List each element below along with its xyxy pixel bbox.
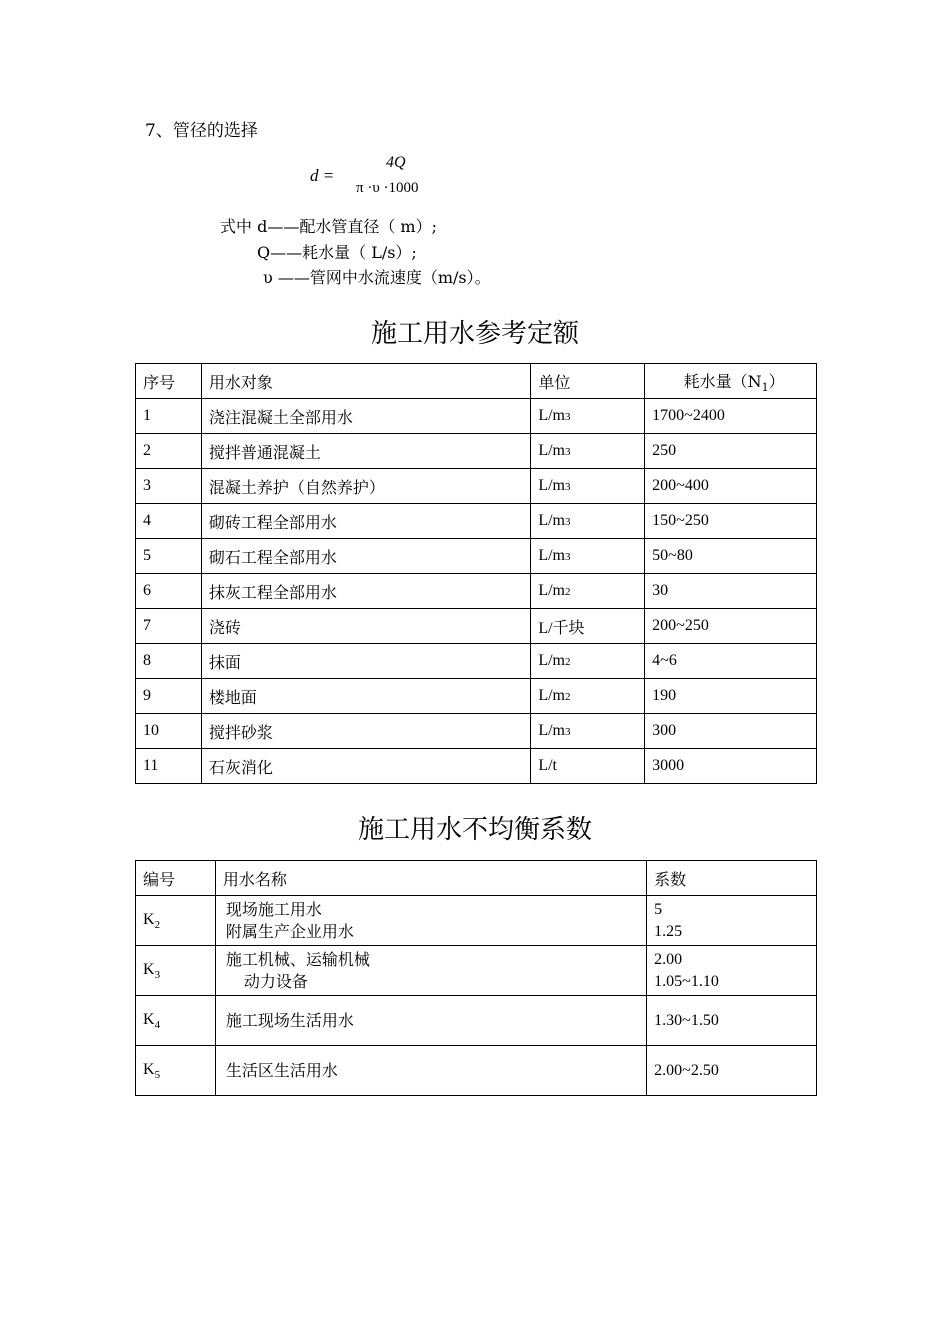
cell-unit: L/t: [531, 749, 645, 784]
cell-quota: 1700~2400: [645, 399, 817, 434]
table-header-row: [136, 861, 817, 896]
cell-unit: L/m3: [531, 399, 645, 434]
header-name: 用水名称: [215, 861, 646, 896]
cell-quota: 300: [645, 714, 817, 749]
table-row: [136, 996, 817, 1046]
table-row: [136, 679, 817, 714]
table-row: [136, 609, 817, 644]
cell-name: 施工现场生活用水: [215, 996, 646, 1046]
cell-coef: 1.30~1.50: [647, 996, 817, 1046]
cell-code: $K_3$: [136, 946, 216, 996]
header-no: 序号: [136, 364, 202, 399]
cell-unit: L/m3: [531, 469, 645, 504]
cell-no: 7: [136, 609, 202, 644]
cell-no: 11: [136, 749, 202, 784]
formula-lhs: d =: [310, 166, 335, 185]
table-row: [136, 539, 817, 574]
cell-object: 浇注混凝土全部用水: [201, 399, 530, 434]
cell-unit: L/m2: [531, 574, 645, 609]
definition-q: Q——耗水量（ L/s）;: [257, 243, 417, 262]
water-quota-table: [135, 363, 817, 784]
cell-quota: 3000: [645, 749, 817, 784]
formula-numerator: 4Q: [386, 154, 406, 171]
cell-unit: L/m3: [531, 714, 645, 749]
cell-no: 4: [136, 504, 202, 539]
section-title: 7、管径的选择: [145, 121, 258, 141]
table-row: [136, 714, 817, 749]
table-row: [136, 644, 817, 679]
cell-no: 8: [136, 644, 202, 679]
table-row: [136, 399, 817, 434]
header-quota: 耗水量$(N_1)$: [645, 364, 817, 399]
cell-unit: L/m3: [531, 539, 645, 574]
table-row: [136, 574, 817, 609]
cell-quota: 50~80: [645, 539, 817, 574]
cell-no: 10: [136, 714, 202, 749]
cell-name: 生活区生活用水: [215, 1046, 646, 1096]
cell-quota: 190: [645, 679, 817, 714]
cell-quota: 150~250: [645, 504, 817, 539]
cell-code: $K_5$: [136, 1046, 216, 1096]
cell-no: 9: [136, 679, 202, 714]
table-row: [136, 896, 817, 946]
pipe-diameter-formula: [308, 152, 448, 202]
table-row: [136, 469, 817, 504]
cell-no: 1: [136, 399, 202, 434]
table-row: [136, 946, 817, 996]
cell-code: $K_4$: [136, 996, 216, 1046]
table-header-row: [136, 364, 817, 399]
header-coef: 系数: [647, 861, 817, 896]
water-coefficient-table: [135, 860, 817, 1096]
header-code: 编号: [136, 861, 216, 896]
table1-title: 施工用水参考定额: [370, 319, 579, 349]
cell-no: 6: [136, 574, 202, 609]
table-row: [136, 1046, 817, 1096]
cell-object: 砌石工程全部用水: [201, 539, 530, 574]
cell-coef: 5 1.25: [647, 896, 817, 946]
cell-object: 抹面: [201, 644, 530, 679]
cell-unit: L/m3: [531, 434, 645, 469]
cell-quota: 200~250: [645, 609, 817, 644]
cell-quota: 250: [645, 434, 817, 469]
cell-object: 石灰消化: [201, 749, 530, 784]
cell-unit: L/m2: [531, 644, 645, 679]
table-row: [136, 504, 817, 539]
table2-title: 施工用水不均衡系数: [357, 815, 592, 845]
cell-unit: L/m3: [531, 504, 645, 539]
definition-d: 式中 d——配水管直径（ m）;: [220, 217, 437, 236]
cell-object: 搅拌砂浆: [201, 714, 530, 749]
cell-object: 砌砖工程全部用水: [201, 504, 530, 539]
cell-object: 混凝土养护（自然养护）: [201, 469, 530, 504]
table-row: [136, 749, 817, 784]
cell-object: 抹灰工程全部用水: [201, 574, 530, 609]
cell-code: $K_2$: [136, 896, 216, 946]
cell-unit: L/m2: [531, 679, 645, 714]
cell-object: 楼地面: [201, 679, 530, 714]
cell-coef: 2.00 1.05~1.10: [647, 946, 817, 996]
cell-object: 搅拌普通混凝土: [201, 434, 530, 469]
header-unit: 单位: [531, 364, 645, 399]
cell-name: 施工机械、运输机械 动力设备: [215, 946, 646, 996]
cell-unit: L/千块: [531, 609, 645, 644]
definition-v: υ ——管网中水流速度（m/s）。: [263, 268, 491, 287]
cell-quota: 30: [645, 574, 817, 609]
table-row: [136, 434, 817, 469]
cell-no: 2: [136, 434, 202, 469]
cell-quota: 4~6: [645, 644, 817, 679]
cell-quota: 200~400: [645, 469, 817, 504]
cell-name: 现场施工用水 附属生产企业用水: [215, 896, 646, 946]
header-object: 用水对象: [201, 364, 530, 399]
cell-object: 浇砖: [201, 609, 530, 644]
cell-no: 5: [136, 539, 202, 574]
cell-coef: 2.00~2.50: [647, 1046, 817, 1096]
formula-denominator: π ·υ ·1000: [356, 180, 419, 196]
cell-no: 3: [136, 469, 202, 504]
